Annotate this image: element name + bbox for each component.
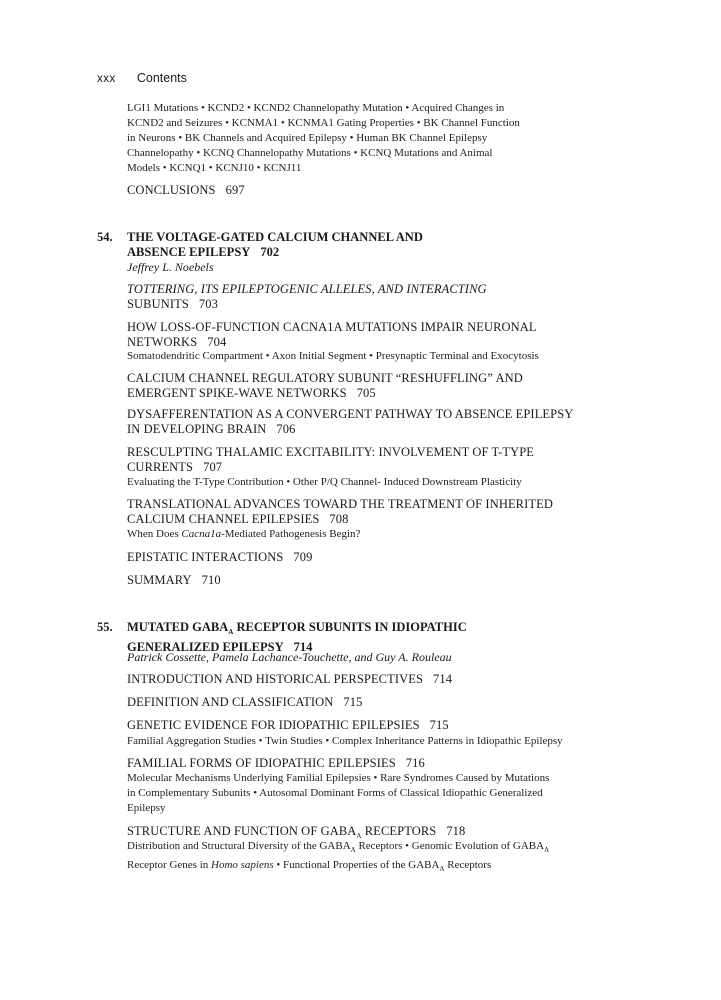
ch53-sub-line-5: Models • KCNQ1 • KCNJ10 • KCNJ11 <box>127 162 302 174</box>
ch54-section-6: TRANSLATIONAL ADVANCES TOWARD THE TREATMENT OF INHERITED CALCIUM CHANNEL EPILEPSIES 708 <box>127 497 553 526</box>
ch54-section-1: TOTTERING, ITS EPILEPTOGENIC ALLELES, AND INTERACTING SUBUNITS 703 <box>127 282 487 311</box>
ch55-section-4-subtopics: Molecular Mechanisms Underlying Familial Epilepsies • Rare Syndromes Caused by Mutations in Complementary Subunits • Autosomal Dominant Forms of Classical Idiopathic Generalized Epilepsy <box>127 772 550 814</box>
ch54-section-8: SUMMARY 710 <box>127 573 221 587</box>
header-title: Contents <box>136 71 187 85</box>
ch54-section-6-subtopics: When Does Cacna1a-Mediated Pathogenesis Begin? <box>127 528 361 540</box>
running-header <box>97 71 187 86</box>
ch55-section-4: FAMILIAL FORMS OF IDIOPATHIC EPILEPSIES 716 <box>127 756 425 770</box>
ch55-author: Patrick Cossette, Pamela Lachance-Touchette, and Guy A. Rouleau <box>127 650 452 664</box>
ch53-sub-line-1: LGI1 Mutations • KCND2 • KCND2 Channelopathy Mutation • Acquired Changes in <box>127 102 505 114</box>
ch55-section-3-subtopics: Familial Aggregation Studies • Twin Studies • Complex Inheritance Patterns in Idiopathic Epilepsy <box>127 735 563 747</box>
ch54-author: Jeffrey L. Noebels <box>127 260 214 274</box>
ch54-number: 54. <box>97 230 113 244</box>
ch55-section-1: INTRODUCTION AND HISTORICAL PERSPECTIVES 714 <box>127 672 453 686</box>
ch54-section-7: EPISTATIC INTERACTIONS 709 <box>127 550 313 564</box>
ch55-title: MUTATED $GABA_A$ RECEPTOR SUBUNITS IN IDIOPATHIC GENERALIZED EPILEPSY 714 <box>127 620 467 654</box>
ch55-section-3: GENETIC EVIDENCE FOR IDIOPATHIC EPILEPSIES 715 <box>127 718 449 732</box>
ch53-sub-line-4: Channelopathy • KCNQ Channelopathy Mutations • KCNQ Mutations and Animal <box>127 147 493 159</box>
ch55-section-5-subtopics: Distribution and Structural Diversity of the $GABA_A$ Receptors • Genomic Evolution of $GABA_A$ Receptor Genes in Homo sapiens • Functional Properties of the $GABA_A$ Receptors <box>127 840 550 873</box>
ch54-section-2-subtopics: Somatodendritic Compartment • Axon Initial Segment • Presynaptic Terminal and Exocytosis <box>127 350 539 362</box>
ch55-section-2: DEFINITION AND CLASSIFICATION 715 <box>127 695 363 709</box>
ch55-section-5: STRUCTURE AND FUNCTION OF $GABA_A$ RECEPTORS 718 <box>127 824 466 840</box>
ch54-section-4: DYSAFFERENTATION AS A CONVERGENT PATHWAY TO ABSENCE EPILEPSY IN DEVELOPING BRAIN 706 <box>127 407 574 436</box>
ch54-title: THE VOLTAGE-GATED CALCIUM CHANNEL AND ABSENCE EPILEPSY 702 <box>127 230 423 259</box>
ch53-sub-line-3: in Neurons • BK Channels and Acquired Epilepsy • Human BK Channel Epilepsy <box>127 132 488 144</box>
page-number: xxx <box>97 73 116 85</box>
ch54-section-5: RESCULPTING THALAMIC EXCITABILITY: INVOLVEMENT OF T-TYPE CURRENTS 707 <box>127 445 535 474</box>
ch54-section-2: HOW LOSS-OF-FUNCTION CACNA1A MUTATIONS IMPAIR NEURONAL NETWORKS 704 <box>127 320 537 349</box>
ch54-section-3: CALCIUM CHANNEL REGULATORY SUBUNIT “RESHUFFLING” AND EMERGENT SPIKE-WAVE NETWORKS 705 <box>127 371 523 400</box>
ch54-section-5-subtopics: Evaluating the T-Type Contribution • Other P/Q Channel- Induced Downstream Plasticity <box>127 476 522 488</box>
ch53-sub-line-2: KCND2 and Seizures • KCNMA1 • KCNMA1 Gating Properties • BK Channel Function <box>127 117 520 129</box>
ch55-number: 55. <box>97 620 113 634</box>
ch53-conclusions: CONCLUSIONS 697 <box>127 183 245 197</box>
